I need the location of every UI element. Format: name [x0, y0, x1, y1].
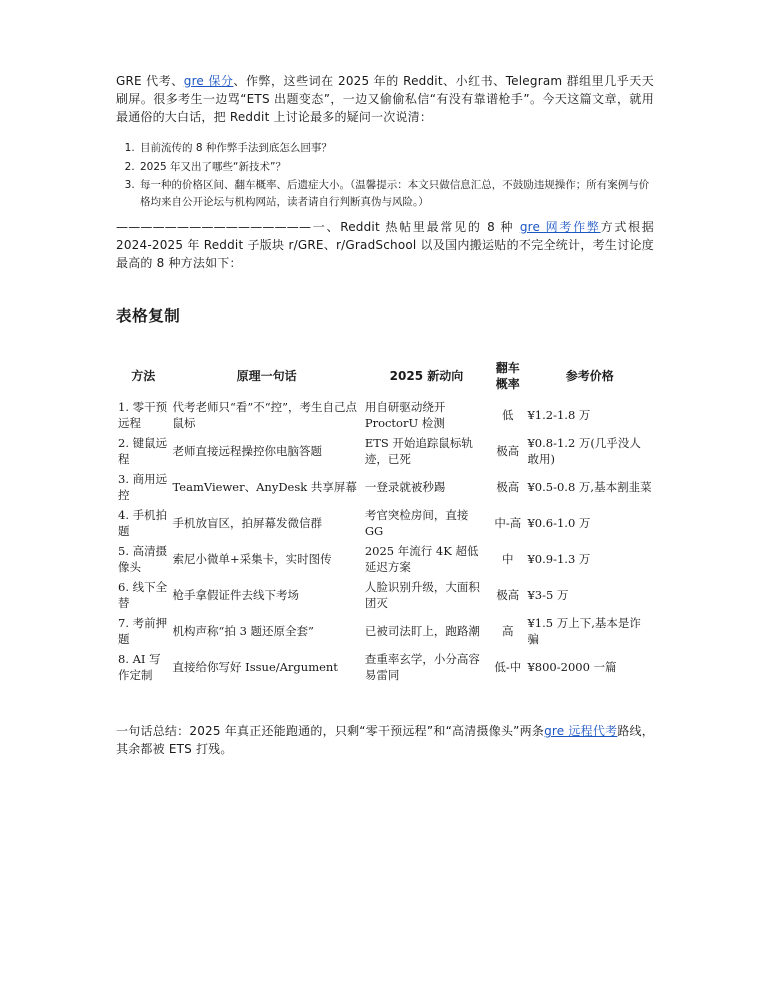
cell-method: 2. 键鼠远程: [118, 436, 168, 466]
cell-risk: 低-中: [494, 659, 522, 674]
cell-risk: 中-高: [494, 515, 522, 530]
cell-trend: 一登录就被秒踢: [364, 479, 446, 494]
table-row: [116, 542, 654, 578]
header-method: 方法: [131, 369, 156, 383]
summary-paragraph: [116, 722, 654, 758]
cell-method: 5. 高清摄像头: [118, 544, 168, 574]
gre-baofen-link[interactable]: gre 保分: [183, 74, 234, 88]
header-price: 参考价格: [565, 369, 614, 383]
table-header-row: [116, 354, 654, 398]
cell-price: ¥1.5 万上下,基本是诈骗: [527, 616, 641, 646]
summary-text-2: 路线，其余都被 ETS 打残。: [116, 724, 654, 756]
cell-method: 6. 线下全替: [118, 580, 168, 610]
cell-principle: 枪手拿假证件去线下考场: [172, 587, 300, 602]
methods-intro-text-2: 方式根据 2024-2025 年 Reddit 子版块 r/GRE、r/GradSchool 以及国内搬运贴的不完全统计，考生讨论度最高的 8 种方法如下：: [116, 220, 655, 270]
intro-text-2: 、作弊，这些词在 2025 年的 Reddit、小红书、Telegram 群组里几乎天天刷屏。很多考生一边骂“ETS 出题变态”，一边又偷偷私信“有没有靠谱枪手”。今天这篇文章，就用最通俗的大白话，把 Reddit 上讨论最多的疑问一次说清：: [116, 74, 654, 124]
cell-price: ¥0.9-1.3 万: [527, 551, 591, 566]
list-item: 1. 目前流传的 8 种作弊手法到底怎么回事？: [138, 140, 654, 157]
methods-intro-text-1: ————————————————一、Reddit 热帖里最常见的 8 种: [116, 220, 520, 234]
cell-price: ¥800-2000 一篇: [527, 659, 617, 674]
methods-table: [116, 354, 654, 686]
cell-principle: 老师直接远程操控你电脑答题: [172, 443, 323, 458]
cell-principle: TeamViewer、AnyDesk 共享屏幕: [172, 479, 357, 494]
cell-method: 1. 零干预远程: [118, 400, 168, 430]
table-row: [116, 578, 654, 614]
cell-price: ¥0.6-1.0 万: [527, 515, 591, 530]
cell-trend: 已被司法盯上，跑路潮: [364, 623, 480, 638]
table-row: [116, 614, 654, 650]
table-row: [116, 434, 654, 470]
table-row: [116, 650, 654, 686]
cell-risk: 极高: [496, 587, 520, 602]
cell-price: ¥3-5 万: [527, 587, 569, 602]
cell-trend: 考官突检房间，直接 GG: [364, 508, 469, 538]
list-item: 2. 2025 年又出了哪些“新技术”？: [138, 159, 654, 176]
header-trend: 2025 新动向: [389, 369, 464, 383]
summary-text-1: 一句话总结：2025 年真正还能跑通的，只剩“零干预远程”和“高清摄像头”两条: [116, 724, 545, 738]
cell-price: ¥1.2-1.8 万: [527, 407, 591, 422]
header-principle: 原理一句话: [236, 369, 297, 383]
gre-online-cheating-link[interactable]: gre 网考作弊: [519, 220, 601, 234]
cell-principle: 索尼小微单+采集卡，实时图传: [172, 551, 332, 566]
cell-method: 7. 考前押题: [118, 616, 168, 646]
cell-risk: 中: [502, 551, 514, 566]
cell-method: 8. AI 写作定制: [118, 652, 161, 682]
table-row: [116, 470, 654, 506]
list-item: 3. 每一种的价格区间、翻车概率、后遗症大小。（温馨提示：本文只做信息汇总，不鼓励违规操作；所有案例与价格均来自公开论坛与机构网站，读者请自行判断真伪与风险。）: [138, 177, 654, 210]
methods-intro-paragraph: [116, 218, 654, 272]
cell-trend: 用自研驱动绕开 ProctorU 检测: [364, 400, 446, 430]
article: [116, 72, 654, 758]
cell-principle: 代考老师只“看”不“控”，考生自己点鼠标: [172, 400, 358, 430]
cell-trend: 2025 年流行 4K 超低延迟方案: [364, 544, 479, 574]
cell-trend: 人脸识别升级，大面积团灭: [364, 580, 480, 610]
intro-paragraph: [116, 72, 654, 126]
section-title: 表格复制: [116, 307, 181, 325]
cell-risk: 极高: [496, 479, 520, 494]
cell-principle: 手机放盲区，拍屏幕发微信群: [172, 515, 323, 530]
cell-risk: 高: [502, 623, 514, 638]
cell-trend: ETS 开始追踪鼠标轨迹，已死: [364, 436, 473, 466]
cell-price: ¥0.5-0.8 万,基本割韭菜: [527, 479, 652, 494]
cell-method: 3. 商用远控: [118, 472, 168, 502]
cell-principle: 直接给你写好 Issue/Argument: [172, 659, 338, 674]
cell-risk: 极高: [496, 443, 520, 458]
intro-text-1: GRE 代考、: [116, 74, 184, 88]
cell-principle: 机构声称“拍 3 题还原全套”: [172, 623, 314, 638]
header-risk: 翻车概率: [495, 361, 520, 391]
cell-trend: 查重率玄学，小分高容易雷同: [364, 652, 480, 682]
cell-risk: 低: [502, 407, 514, 422]
table-row: [116, 506, 654, 542]
table-row: [116, 398, 654, 434]
cell-method: 4. 手机拍题: [118, 508, 168, 538]
gre-remote-proxy-link[interactable]: gre 远程代考: [544, 724, 618, 738]
question-list: [116, 140, 654, 210]
cell-price: ¥0.8-1.2 万(几乎没人敢用): [527, 436, 641, 466]
